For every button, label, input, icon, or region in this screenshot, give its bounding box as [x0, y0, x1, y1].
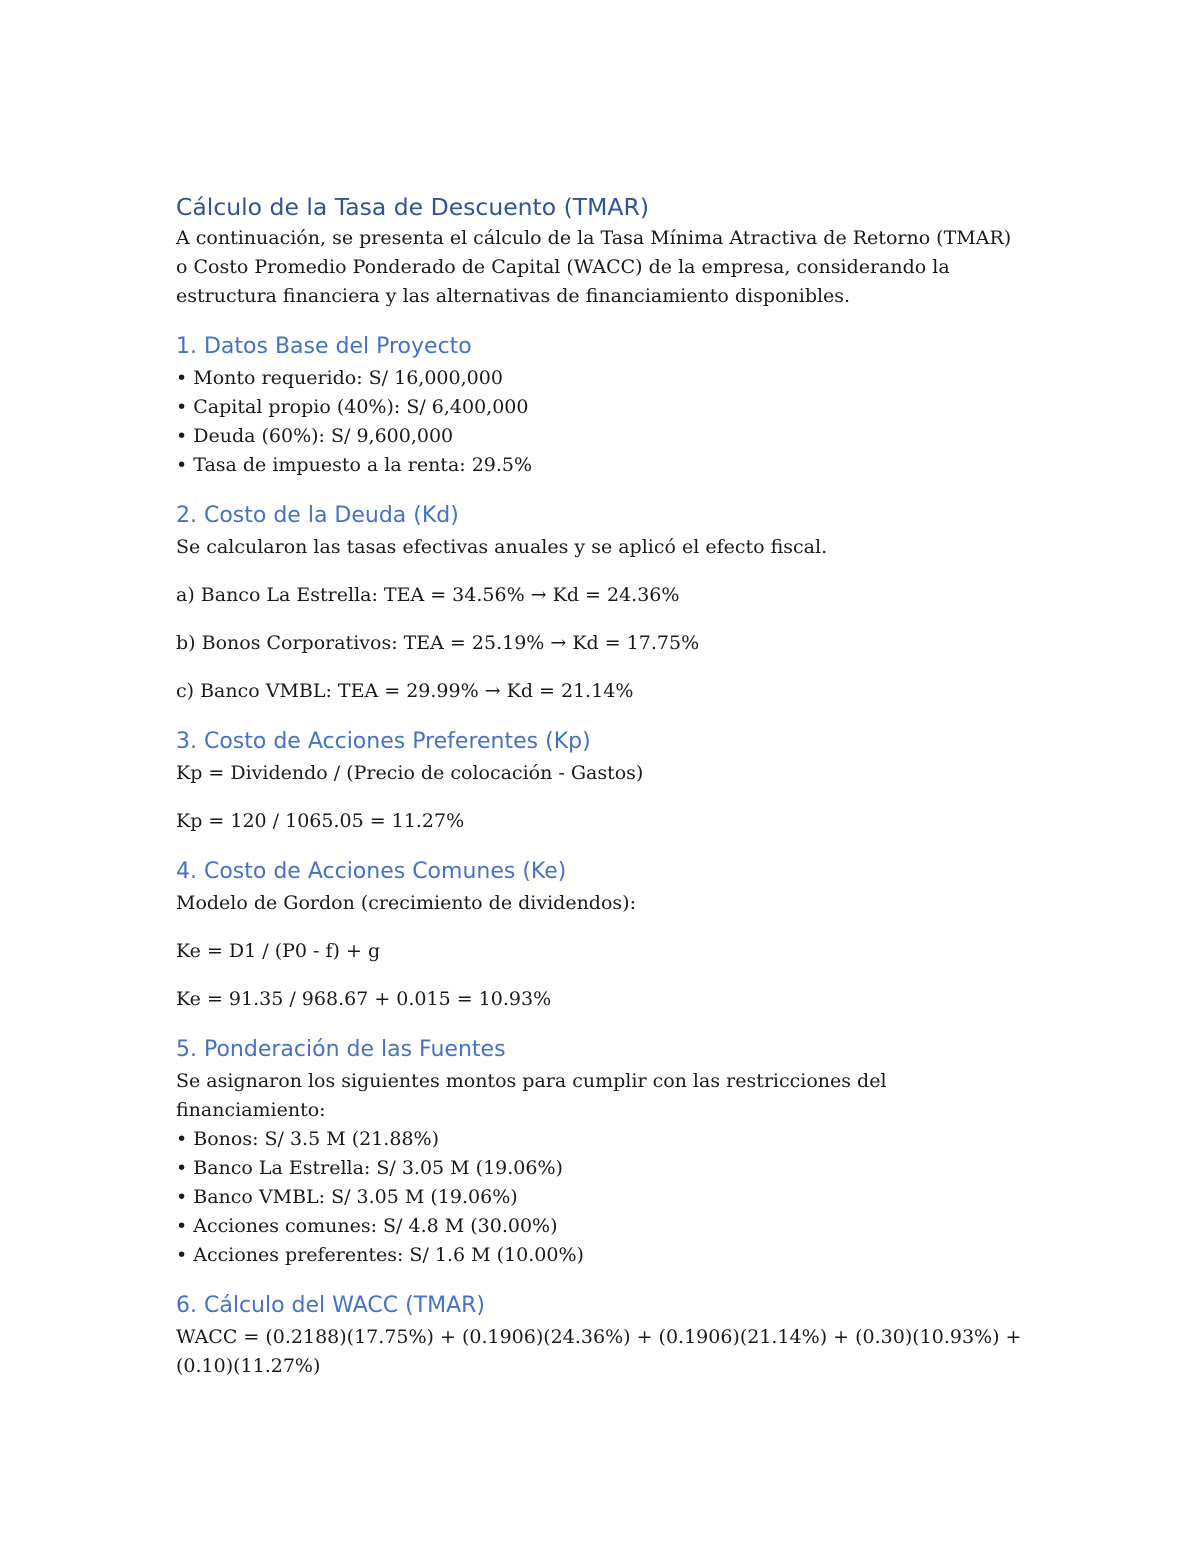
list-item: • Deuda (60%): S/ 9,600,000 — [176, 425, 454, 447]
section-3-heading: 3. Costo de Acciones Preferentes (Kp) — [176, 729, 591, 754]
gordon-model-description: Modelo de Gordon (crecimiento de dividendos): — [176, 892, 636, 914]
debt-option-a: a) Banco La Estrella: TEA = 34.56% → Kd = 24.36% — [176, 584, 680, 606]
debt-option-b: b) Bonos Corporativos: TEA = 25.19% → Kd = 17.75% — [176, 632, 700, 654]
preferred-result: Kp = 120 / 1065.05 = 11.27% — [176, 810, 465, 832]
list-item: • Capital propio (40%): S/ 6,400,000 — [176, 396, 529, 418]
section-4-heading: 4. Costo de Acciones Comunes (Ke) — [176, 859, 567, 884]
weighting-description: Se asignaron los siguientes montos para cumplir con las restricciones del financiamiento: — [176, 1070, 887, 1121]
section-1-heading: 1. Datos Base del Proyecto — [176, 334, 472, 359]
debt-cost-description: Se calcularon las tasas efectivas anuales y se aplicó el efecto fiscal. — [176, 536, 828, 558]
list-item: • Acciones preferentes: S/ 1.6 M (10.00%) — [176, 1244, 584, 1266]
list-item: • Banco La Estrella: S/ 3.05 M (19.06%) — [176, 1157, 563, 1179]
list-item: • Acciones comunes: S/ 4.8 M (30.00%) — [176, 1215, 558, 1237]
intro-paragraph: A continuación, se presenta el cálculo de la Tasa Mínima Atractiva de Retorno (TMAR) o Costo Promedio Ponderado de Capital (WACC) de la empresa, considerando la estructura financiera y las alternativas de financiamiento disponibles. — [176, 227, 1012, 307]
list-item: • Tasa de impuesto a la renta: 29.5% — [176, 454, 533, 476]
document-page — [176, 190, 1026, 1381]
debt-option-c: c) Banco VMBL: TEA = 29.99% → Kd = 21.14% — [176, 680, 634, 702]
common-formula: Ke = D1 / (P0 - f) + g — [176, 940, 381, 962]
wacc-formula: WACC = (0.2188)(17.75%) + (0.1906)(24.36%) + (0.1906)(21.14%) + (0.30)(10.93%) + (0.10)(11.27%) — [176, 1326, 1022, 1377]
list-item: • Bonos: S/ 3.5 M (21.88%) — [176, 1128, 439, 1150]
section-2-heading: 2. Costo de la Deuda (Kd) — [176, 503, 459, 528]
document-title: Cálculo de la Tasa de Descuento (TMAR) — [176, 193, 649, 221]
weighting-list — [176, 1125, 1026, 1270]
common-result: Ke = 91.35 / 968.67 + 0.015 = 10.93% — [176, 988, 552, 1010]
section-6-heading: 6. Cálculo del WACC (TMAR) — [176, 1293, 485, 1318]
section-5-heading: 5. Ponderación de las Fuentes — [176, 1037, 506, 1062]
list-item: • Banco VMBL: S/ 3.05 M (19.06%) — [176, 1186, 518, 1208]
project-data-list — [176, 364, 1026, 480]
list-item: • Monto requerido: S/ 16,000,000 — [176, 367, 503, 389]
preferred-formula: Kp = Dividendo / (Precio de colocación - Gastos) — [176, 762, 644, 784]
